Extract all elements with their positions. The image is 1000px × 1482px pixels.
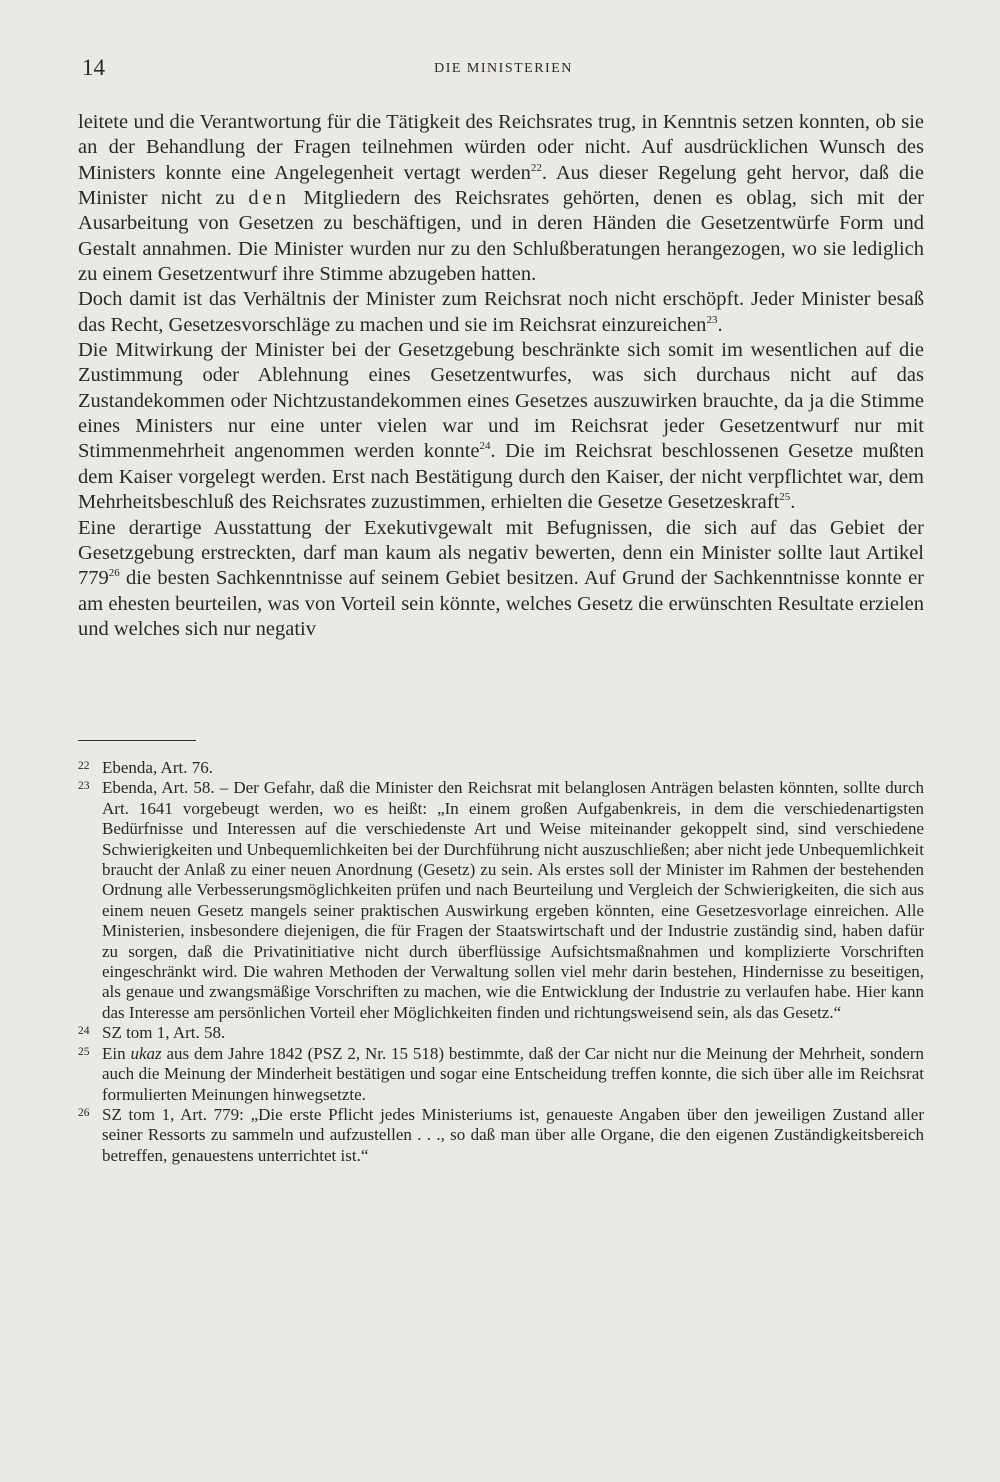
page-header <box>82 55 925 85</box>
footnote-number: 26 <box>78 1106 90 1119</box>
footnote-ref-23: 23 <box>706 313 718 326</box>
footnote-26 <box>78 1105 924 1166</box>
footnote-separator <box>78 740 196 741</box>
paragraph-text: die besten Sachkenntnisse auf seinem Gebiet besitzen. Auf Grund der Sachkenntnisse konnte er am ehesten beurteilen, was von Vorteil sein könnte, welches Gesetz die erwünschten Resultate erzielen und welches sich nur negativ <box>78 567 924 640</box>
paragraph-3 <box>78 338 924 515</box>
footnote-text: Ebenda, Art. 58. – Der Gefahr, daß die Minister den Reichsrat mit belanglosen Anträgen belasten könnten, sollte durch Art. 1641 vorgebeugt werden, wo es heißt: „In einem großen Aufgabenkreis, in dem die verschiedenartigsten Bedürfnisse und Interessen auf die verschiedenste Art und Weise miteinander gekoppelt sind, sind verschiedene Schwierigkeiten und Unbequemlichkeiten bei der Durchführung nicht auszuschließen; aber nicht jede Unbequemlichkeit braucht der Anlaß zu einer neuen Anordnung (Gesetz) zu sein. Als erstes soll der Minister im Rahmen der bestehenden Ordnung alle Verbesserungsmöglichkeiten prüfen und nach Beurteilung und Vergleich der Schwierigkeiten, die sich aus einem neuen Gesetz mangels seiner praktischen Auswirkung ergeben könnten, eine Gesetzesvorlage einreichen. Alle Ministerien, insbesondere diejenigen, die für Fragen der Staatswirtschaft und der Industrie zuständig sind, haben dafür zu sorgen, daß die Privatinitiative nicht durch überflüssige Aufsichtsmaßnahmen und komplizierte Vorschriften eingeschränkt wird. Die wahren Methoden der Verwaltung sollen viel mehr darin bestehen, Hindernisse zu beseitigen, als genaue und zwangsmäßige Vorschriften zu machen, wie die Entwicklung der Industrie zu verlaufen habe. Hier kann das Interesse am persönlichen Vorteil eher Möglichkeiten finden und richtungsweisend sein, als das Gesetz.“ <box>102 778 924 1022</box>
paragraph-text: leitete und die Verantwortung für die Tätigkeit des Reichsrates trug, in Kenntnis setzen konnten, ob sie an der Behandlung der Fragen teilnehmen würden oder nicht. Auf ausdrücklichen Wunsch des Ministers konnte eine Angelegenheit vertagt werden <box>78 111 924 184</box>
footnote-23 <box>78 778 924 1023</box>
footnotes <box>78 758 924 1166</box>
footnote-ref-22: 22 <box>530 161 542 174</box>
paragraph-1 <box>78 110 924 287</box>
footnote-ref-25: 25 <box>779 491 791 504</box>
footnote-text-part: aus dem Jahre 1842 (PSZ 2, Nr. 15 518) bestimmte, daß der Car nicht nur die Meinung der Mehrheit, sondern auch die Meinung der Minderheit bestätigen und sogar eine Entscheidung treffen konnte, die sich über alle im Reichsrat formulierten Meinungen hinwegsetzte. <box>102 1043 925 1104</box>
footnote-number: 25 <box>78 1045 90 1058</box>
paragraph-2 <box>78 287 924 338</box>
footnote-24 <box>78 1023 924 1043</box>
emphasized-word: den <box>248 187 291 210</box>
running-title: DIE MINISTERIEN <box>434 61 573 76</box>
main-text <box>78 110 924 642</box>
footnote-ref-26: 26 <box>108 567 120 580</box>
footnote-number: 22 <box>78 760 90 772</box>
footnote-text: SZ tom 1, Art. 58. <box>102 1023 226 1043</box>
paragraph-text: Doch damit ist das Verhältnis der Minister zum Reichsrat noch nicht erschöpft. Jeder Minister besaß das Recht, Gesetzesvorschläge zu machen und sie im Reichsrat einzureichen <box>78 288 924 336</box>
footnote-text <box>102 1044 924 1104</box>
paragraph-text: . Die im Reichsrat beschlossenen Gesetze mußten dem Kaiser vorgelegt werden. Erst nach Bestätigung durch den Kaiser, der nicht verpflichtet war, dem Mehrheitsbeschluß des Reichsrates zuzustimmen, erhielten die Gesetze Gesetzeskraft <box>78 440 924 514</box>
paragraph-text: . <box>790 491 796 514</box>
footnote-text-part: Ein <box>102 1043 131 1063</box>
paragraph-text: Mitgliedern des Reichsrates gehörten, denen es oblag, sich mit der Ausarbeitung von Gesetzen zu beschäftigen, und in deren Händen die Gesetzentwürfe Form und Gestalt annahmen. Die Minister wurden nur zu den Schlußberatungen herangezogen, wo sie lediglich zu einem Gesetzentwurf ihre Stimme abzugeben hatten. <box>78 187 924 286</box>
footnote-text: SZ tom 1, Art. 779: „Die erste Pflicht jedes Ministeriums ist, genaueste Angaben über den jeweiligen Zustand aller seiner Ressorts zu sammeln und aufzustellen . . ., so daß man über alle Organe, die den eigenen Zuständigkeitsbereich betreffen, genauestens unterrichtet ist.“ <box>102 1104 924 1165</box>
footnote-text: Ebenda, Art. 76. <box>102 758 213 777</box>
paragraph-4 <box>78 516 924 643</box>
footnote-25 <box>78 1044 924 1105</box>
paragraph-text: Eine derartige Ausstattung der Exekutivgewalt mit Befugnissen, die sich auf das Gebiet der Gesetzgebung erstreckten, darf man kaum als negativ bewerten, denn ein Minister sollte laut Artikel 779 <box>78 516 924 590</box>
paragraph-text: Die Mitwirkung der Minister bei der Gesetzgebung beschränkte sich somit im wesentlichen auf die Zustimmung oder Ablehnung eines Gesetzentwurfes, was sich durchaus nicht auf das Zustandekommen oder Nichtzustandekommen eines Gesetzes auszuwirken brauchte, da ja die Stimme eines Ministers nur eine unter vielen war und im Reichsrat jeder Gesetzentwurf nur mit Stimmenmehrheit angenommen werden konnte <box>78 339 924 463</box>
footnote-ref-24: 24 <box>479 440 491 453</box>
paragraph-text: . <box>717 313 723 336</box>
emphasized-word: ukaz <box>130 1043 162 1063</box>
page-number: 14 <box>82 55 105 80</box>
footnote-22 <box>78 758 924 778</box>
footnote-number: 24 <box>78 1025 90 1038</box>
footnote-number: 23 <box>78 780 90 793</box>
paragraph-text: . Aus dieser Regelung geht hervor, daß die Minister nicht zu <box>78 161 924 210</box>
